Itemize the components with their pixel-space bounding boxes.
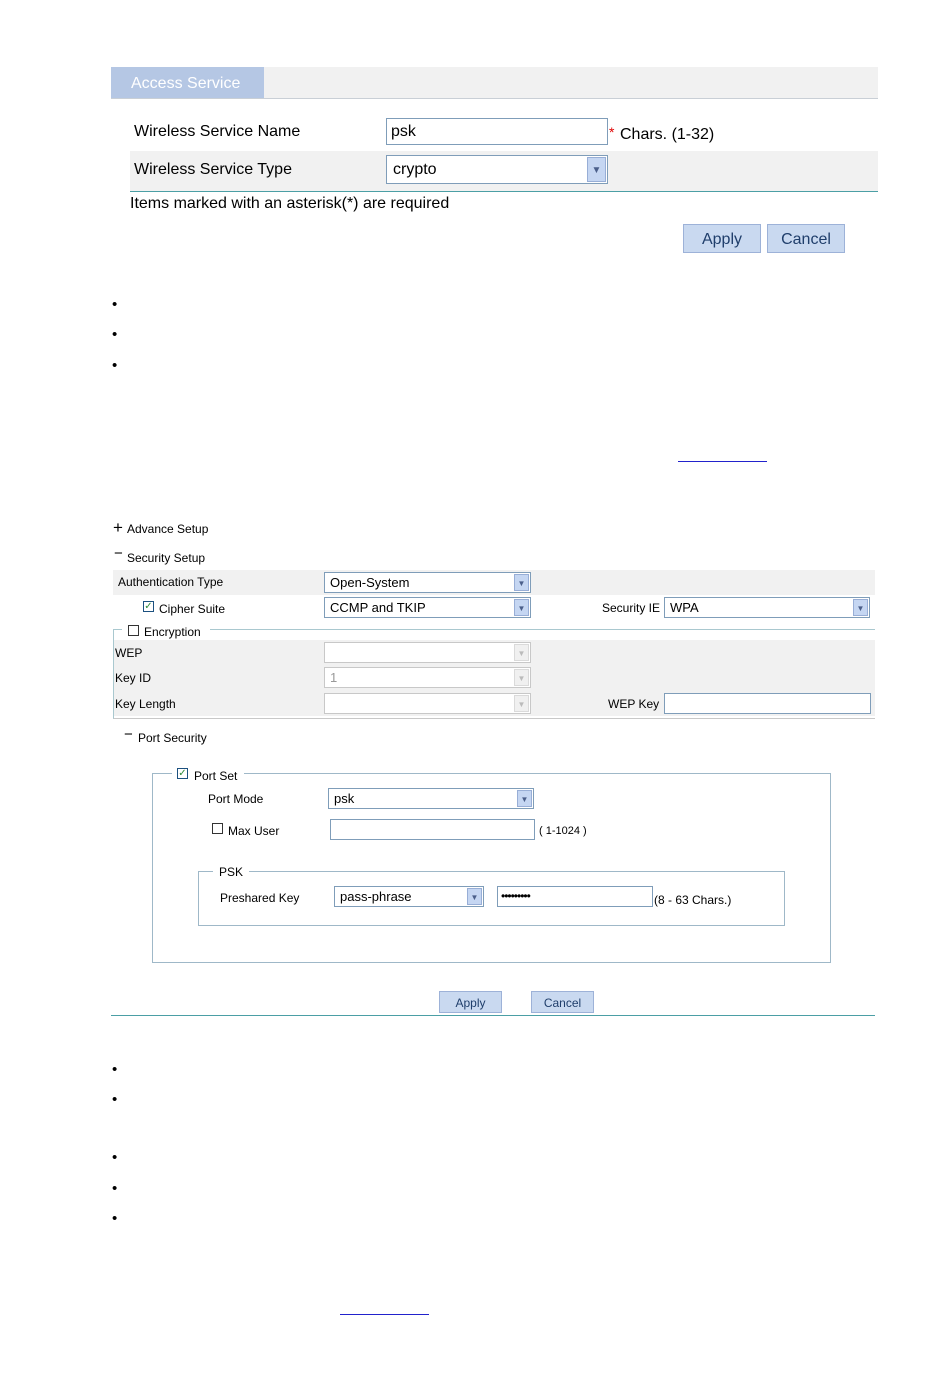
preshared-key-label: Preshared Key [220, 891, 300, 905]
port-mode-label: Port Mode [208, 792, 264, 806]
key-id-label: Key ID [115, 671, 152, 685]
advance-setup-label[interactable]: Advance Setup [127, 522, 209, 536]
required-note: Items marked with an asterisk(*) are required [130, 195, 450, 212]
security-ie-label: Security IE [602, 601, 661, 615]
security-cancel-button[interactable]: Cancel [531, 991, 594, 1013]
key-id-select[interactable] [324, 667, 531, 688]
cipher-suite-value: CCMP and TKIP [330, 600, 426, 615]
service-name-hint: Chars. (1-32) [620, 126, 715, 143]
chevron-down-icon: ▼ [514, 599, 529, 616]
port-set-checkbox[interactable]: ✓ [178, 768, 187, 779]
hyperlink-underline[interactable] [340, 1314, 429, 1315]
cipher-suite-select[interactable] [324, 597, 531, 618]
key-length-select[interactable] [324, 693, 531, 714]
tab-access-service[interactable]: Access Service [111, 67, 264, 98]
preshared-key-type-value: pass-phrase [340, 889, 412, 904]
chevron-down-icon: ▼ [514, 669, 529, 686]
chevron-down-icon: ▼ [514, 574, 529, 591]
encryption-label: Encryption [144, 625, 201, 639]
security-apply-button[interactable]: Apply [439, 991, 502, 1013]
chevron-down-icon: ▼ [467, 888, 482, 905]
key-length-label: Key Length [115, 697, 176, 711]
cipher-suite-label: Cipher Suite [159, 602, 226, 616]
security-setup-toggle-icon[interactable]: − [114, 545, 123, 562]
required-asterisk: * [609, 124, 615, 140]
port-mode-value: psk [334, 791, 355, 806]
wep-label: WEP [115, 646, 143, 660]
preshared-key-hint: (8 - 63 Chars.) [654, 893, 732, 907]
service-name-input[interactable]: psk [386, 118, 608, 145]
port-set-label: Port Set [194, 769, 238, 783]
port-security-toggle-icon[interactable]: − [124, 726, 133, 743]
list-bullet: • [112, 1180, 118, 1197]
section-divider [111, 1015, 875, 1016]
list-bullet: • [112, 357, 118, 374]
max-user-input[interactable] [330, 819, 535, 840]
auth-type-label: Authentication Type [118, 575, 224, 589]
chevron-down-icon: ▼ [514, 695, 529, 712]
chevron-down-icon: ▼ [587, 157, 606, 182]
hyperlink-underline[interactable] [678, 461, 767, 462]
port-mode-select[interactable] [328, 788, 534, 809]
security-ie-value: WPA [670, 600, 699, 615]
port-security-label[interactable]: Port Security [138, 731, 207, 745]
chevron-down-icon: ▼ [853, 599, 868, 616]
key-id-value: 1 [330, 670, 338, 685]
service-type-select[interactable] [386, 155, 608, 184]
encryption-checkbox[interactable] [128, 625, 139, 636]
security-setup-label[interactable]: Security Setup [127, 551, 206, 565]
max-user-label: Max User [228, 824, 280, 838]
psk-legend: PSK [219, 865, 244, 879]
auth-type-select[interactable] [324, 572, 531, 593]
chevron-down-icon: ▼ [514, 644, 529, 661]
list-bullet: • [112, 326, 118, 343]
service-type-value: crypto [393, 161, 437, 178]
service-name-label: Wireless Service Name [134, 123, 301, 140]
list-bullet: • [112, 1149, 118, 1166]
cancel-button[interactable]: Cancel [767, 224, 845, 253]
max-user-checkbox[interactable] [212, 823, 223, 834]
preshared-key-input[interactable]: ••••••••• [497, 886, 653, 907]
advance-setup-toggle-icon[interactable]: + [113, 518, 123, 537]
max-user-hint: ( 1-1024 ) [539, 825, 587, 837]
list-bullet: • [112, 296, 118, 313]
list-bullet: • [112, 1091, 118, 1108]
cipher-suite-checkbox[interactable]: ✓ [144, 601, 153, 612]
chevron-down-icon: ▼ [517, 790, 532, 807]
preshared-key-type-select[interactable] [334, 886, 484, 907]
wep-key-input[interactable] [664, 693, 871, 714]
auth-type-value: Open-System [330, 575, 410, 590]
wep-key-label: WEP Key [608, 697, 660, 711]
list-bullet: • [112, 1210, 118, 1227]
list-bullet: • [112, 1061, 118, 1078]
apply-button[interactable]: Apply [683, 224, 761, 253]
service-type-label: Wireless Service Type [134, 161, 292, 178]
security-ie-select[interactable] [664, 597, 870, 618]
wep-select[interactable] [324, 642, 531, 663]
